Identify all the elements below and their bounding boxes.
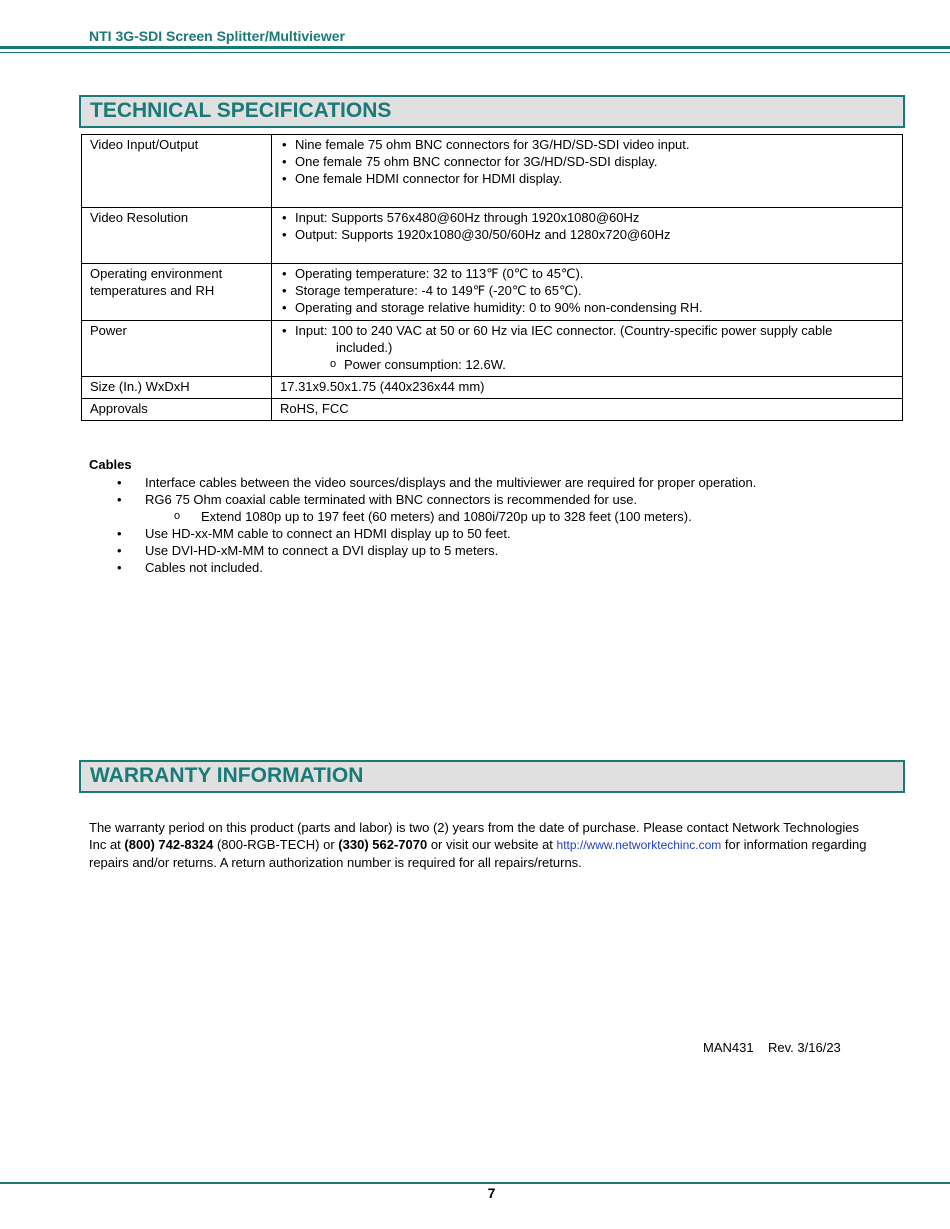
revision-label: MAN431 Rev. 3/16/23	[703, 1040, 841, 1055]
page-number: 7	[487, 1185, 496, 1201]
document-header-title: NTI 3G-SDI Screen Splitter/Multiviewer	[89, 28, 345, 44]
list-item: • Interface cables between the video sources/displays and the multiviewer are required for proper operation.	[89, 474, 849, 491]
list-item: • Output: Supports 1920x1080@30/50/60Hz and 1280x720@60Hz	[280, 226, 894, 243]
list-item: • One female HDMI connector for HDMI display.	[280, 170, 894, 187]
table-row	[82, 264, 903, 321]
spec-label: Size (In.) WxDxH	[82, 377, 272, 399]
warranty-text: for information regarding repairs and/or returns. A return authorization number is required for all repairs/returns.	[89, 837, 867, 870]
list-item: • Input: Supports 576x480@60Hz through 1920x1080@60Hz	[280, 209, 894, 226]
tech-specs-heading: TECHNICAL SPECIFICATIONS	[90, 99, 392, 122]
table-row	[82, 208, 903, 264]
list-item-continuation: included.)	[336, 340, 393, 355]
spec-label: Approvals	[82, 399, 272, 421]
header-rule	[0, 46, 950, 49]
phone-number: (800) 742-8324	[124, 837, 214, 852]
spec-value: 17.31x9.50x1.75 (440x236x44 mm)	[272, 377, 903, 399]
footer-rule	[0, 1182, 950, 1184]
list-item: • Use HD-xx-MM cable to connect an HDMI display up to 50 feet.	[89, 525, 849, 542]
cables-heading: Cables	[89, 457, 132, 472]
warranty-heading: WARRANTY INFORMATION	[90, 764, 364, 787]
spec-label: Operating environment temperatures and RH	[82, 264, 272, 321]
table-row	[82, 135, 903, 208]
spec-table	[81, 134, 903, 421]
table-row	[82, 377, 903, 399]
warranty-heading-box	[79, 760, 905, 793]
list-item: • One female 75 ohm BNC connector for 3G/HD/SD-SDI display.	[280, 153, 894, 170]
spec-value	[272, 208, 903, 264]
warranty-paragraph	[89, 819, 879, 871]
sub-list-item: o Power consumption: 12.6W.	[280, 356, 894, 373]
header-rule-thin	[0, 52, 950, 53]
table-row	[82, 399, 903, 421]
list-item: • Operating temperature: 32 to 113℉ (0℃ to 45℃).	[280, 265, 894, 282]
spec-label: Video Resolution	[82, 208, 272, 264]
spec-value	[272, 264, 903, 321]
sub-list-item: o Extend 1080p up to 197 feet (60 meters) and 1080i/720p up to 328 feet (100 meters).	[89, 508, 849, 525]
list-item: • Input: 100 to 240 VAC at 50 or 60 Hz via IEC connector. (Country-specific power supply cable	[280, 322, 894, 339]
list-item: • Storage temperature: -4 to 149℉ (-20℃ to 65℃).	[280, 282, 894, 299]
list-item: • Operating and storage relative humidity: 0 to 90% non-condensing RH.	[280, 299, 894, 316]
tech-specs-heading-box	[79, 95, 905, 128]
phone-number: (330) 562-7070	[338, 837, 428, 852]
list-item: • Nine female 75 ohm BNC connectors for 3G/HD/SD-SDI video input.	[280, 136, 894, 153]
list-item: • Use DVI-HD-xM-MM to connect a DVI display up to 5 meters.	[89, 542, 849, 559]
spec-value	[272, 135, 903, 208]
list-item: • Cables not included.	[89, 559, 849, 576]
spec-label: Video Input/Output	[82, 135, 272, 208]
spec-value: RoHS, FCC	[272, 399, 903, 421]
table-row	[82, 321, 903, 377]
cables-section	[89, 456, 849, 576]
list-item: • RG6 75 Ohm coaxial cable terminated with BNC connectors is recommended for use.	[89, 491, 849, 508]
warranty-text: The warranty period on this product (parts and labor) is two (2) years from the date of purchase. Please contact Network Technologies Inc at	[89, 820, 860, 852]
warranty-text: or visit our website at	[427, 837, 557, 852]
warranty-text: (800-RGB-TECH) or	[213, 837, 339, 852]
website-link[interactable]: http://www.networktechinc.com	[556, 838, 722, 852]
spec-label: Power	[82, 321, 272, 377]
spec-value	[272, 321, 903, 377]
